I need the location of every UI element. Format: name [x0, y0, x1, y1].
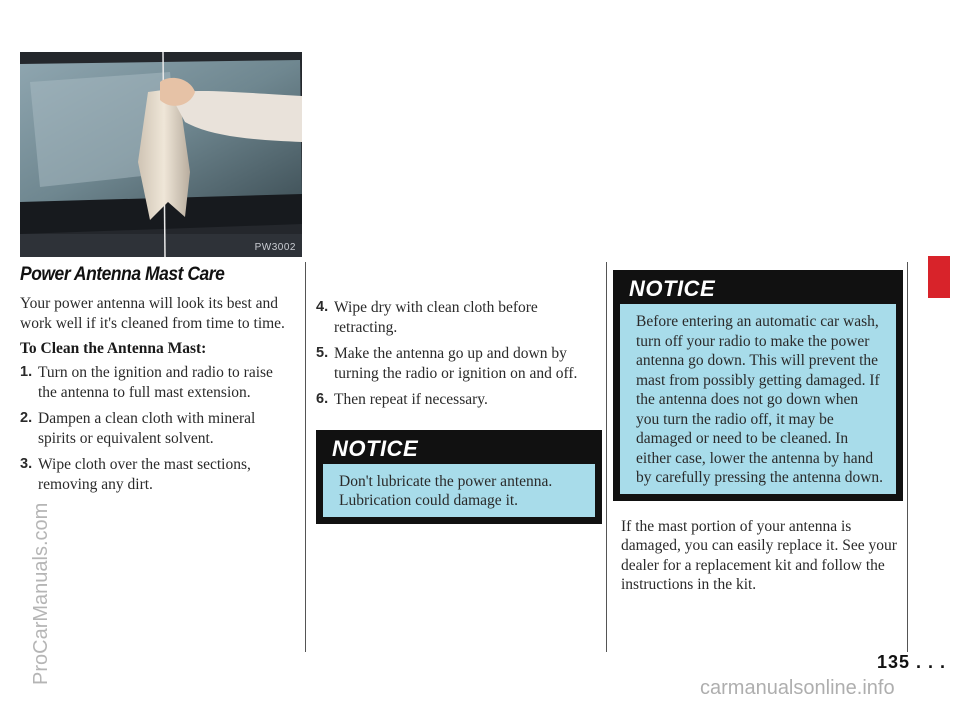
step-item	[316, 344, 601, 383]
step-item	[20, 409, 292, 448]
watermark-side: ProCarManuals.com	[30, 502, 52, 685]
step-text: Dampen a clean cloth with mineral spirits or equivalent solvent.	[38, 410, 256, 447]
step-number: 2.	[20, 410, 33, 426]
column-divider-1	[305, 262, 306, 652]
step-item	[20, 363, 292, 402]
notice-box-car-wash	[613, 270, 903, 501]
notice-title: NOTICE	[318, 432, 600, 464]
middle-column	[316, 298, 601, 524]
step-item	[316, 298, 601, 337]
step-item	[20, 455, 292, 494]
replacement-paragraph: If the mast portion of your antenna is damaged, you can easily replace it. See your dealer for a replacement kit and follow the instructions in the kit.	[621, 517, 897, 593]
notice-title: NOTICE	[615, 272, 901, 304]
page-number: 135 . . .	[876, 652, 946, 672]
left-column	[20, 264, 292, 501]
step-text: Wipe cloth over the mast sections, removing any dirt.	[38, 456, 251, 493]
step-item	[316, 390, 601, 410]
antenna-photo-illustration	[20, 52, 302, 257]
column-divider-2	[606, 262, 607, 652]
right-column	[613, 264, 903, 595]
step-text: Make the antenna go up and down by turning the radio or ignition on and off.	[334, 345, 578, 382]
procedure-subheading: To Clean the Antenna Mast:	[20, 340, 207, 357]
step-number: 3.	[20, 456, 33, 472]
intro-paragraph: Your power antenna will look its best and work well if it's cleaned from time to time.	[20, 295, 285, 332]
column-divider-3	[907, 262, 908, 652]
step-text: Then repeat if necessary.	[334, 391, 488, 408]
step-number: 5.	[316, 345, 329, 361]
antenna-photo	[20, 52, 302, 257]
section-heading: Power Antenna Mast Care	[20, 264, 225, 285]
step-number: 1.	[20, 364, 33, 380]
notice-body: Before entering an automatic car wash, turn off your radio to make the power antenna go down. This will prevent the mast from possibly getting damaged. If the antenna does not go down when you turn the radio off, it may be damaged or need to be cleaned. In either case, lower the antenna by hand by carefully pressing the antenna down.	[620, 304, 896, 494]
section-tab-marker	[928, 256, 950, 298]
watermark-bottom: carmanualsonline.info	[700, 677, 895, 699]
step-number: 6.	[316, 391, 329, 407]
step-text: Turn on the ignition and radio to raise the antenna to full mast extension.	[38, 364, 273, 401]
step-text: Wipe dry with clean cloth before retracting.	[334, 299, 538, 336]
photo-code: PW3002	[254, 242, 296, 253]
notice-body: Don't lubricate the power antenna. Lubrication could damage it.	[323, 464, 595, 517]
step-number: 4.	[316, 299, 329, 315]
notice-box-lubrication	[316, 430, 602, 524]
